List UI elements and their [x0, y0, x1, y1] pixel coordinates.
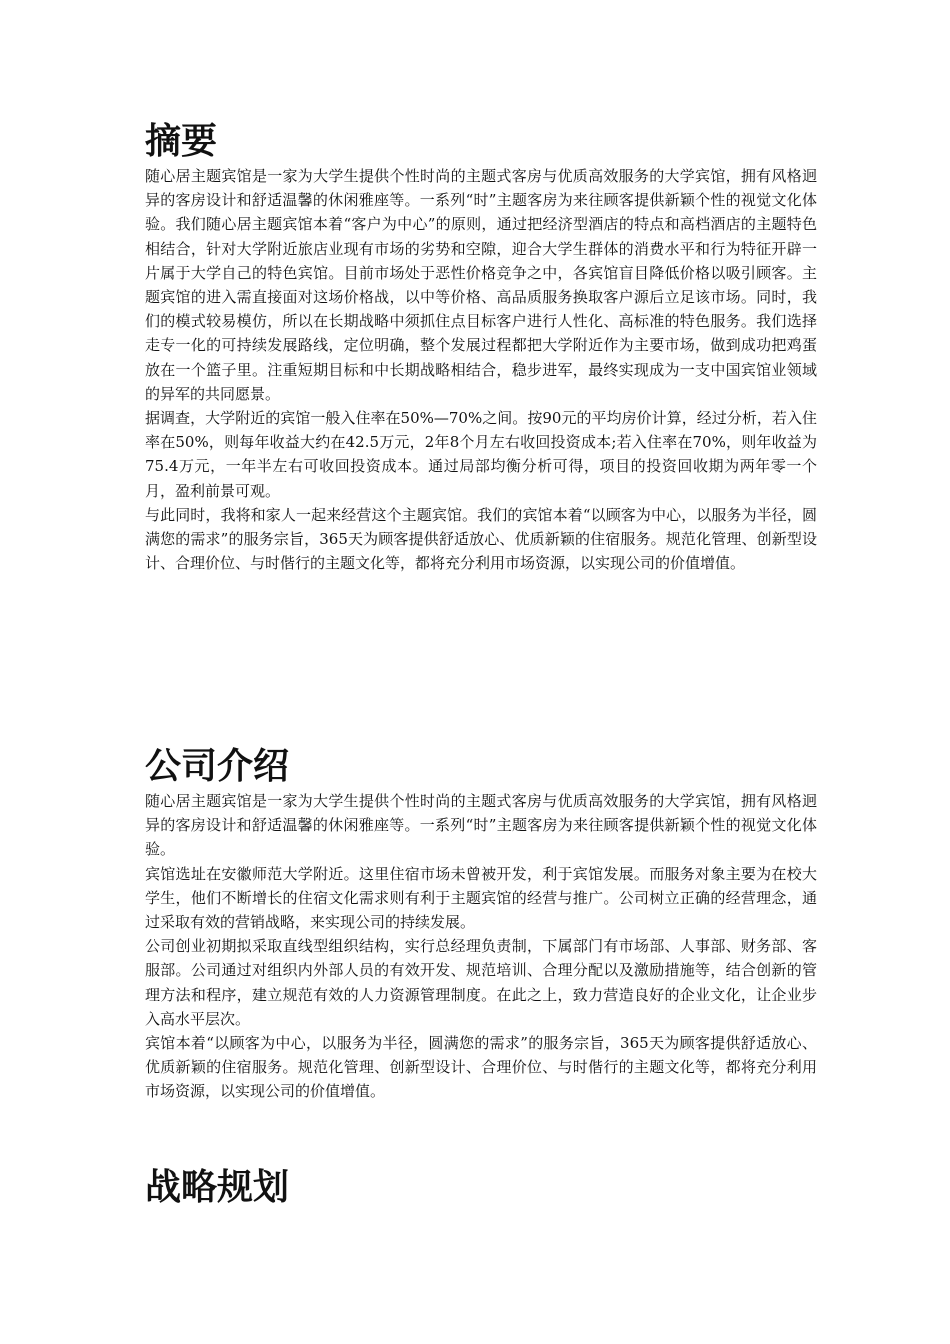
abstract-section: [145, 120, 817, 575]
strategy-heading: 战略规划: [145, 1167, 290, 1208]
company-paragraph: 随心居主题宾馆是一家为大学生提供个性时尚的主题式客房与优质高效服务的大学宾馆，拥有风格迥异的客房设计和舒适温馨的休闲雅座等。一系列“时”主题客房为来往顾客提供新颖个性的视觉文化体验。: [145, 792, 817, 859]
company-heading: 公司介绍: [145, 746, 290, 787]
abstract-paragraph: 随心居主题宾馆是一家为大学生提供个性时尚的主题式客房与优质高效服务的大学宾馆，拥有风格迥异的客房设计和舒适温馨的休闲雅座等。一系列“时”主题客房为来往顾客提供新颖个性的视觉文化体验。我们随心居主题宾馆本着“客户为中心”的原则，通过把经济型酒店的特点和高档酒店的主题特色相结合，针对大学附近旅店业现有市场的劣势和空隙，迎合大学生群体的消费水平和行为特征开辟一片属于大学自己的特色宾馆。目前市场处于恶性价格竞争之中，各宾馆盲目降低价格以吸引顾客。主题宾馆的进入需直接面对这场价格战，以中等价格、高品质服务换取客户源后立足该市场。同时，我们的模式较易模仿，所以在长期战略中须抓住点目标客户进行人性化、高标准的特色服务。我们选择走专一化的可持续发展路线，定位明确，整个发展过程都把大学附近作为主要市场，做到成功把鸡蛋放在一个篮子里。注重短期目标和中长期战略相结合，稳步进军，最终实现成为一支中国宾馆业领域的异军的共同愿景。: [145, 167, 817, 403]
abstract-heading: 摘要: [145, 121, 218, 162]
abstract-paragraph: 据调查，大学附近的宾馆一般入住率在50%—70%之间。按90元的平均房价计算，经过分析，若入住率在50%，则每年收益大约在42.5万元，2年8个月左右收回投资成本;若入住率在70%，则年收益为75.4万元，一年半左右可收回投资成本。通过局部均衡分析可得，项目的投资回收期为两年零一个月，盈利前景可观。: [145, 409, 817, 500]
abstract-paragraph: 与此同时，我将和家人一起来经营这个主题宾馆。我们的宾馆本着“以顾客为中心，以服务为半径，圆满您的需求”的服务宗旨，365天为顾客提供舒适放心、优质新颖的住宿服务。规范化管理、创新型设计、合理价位、与时偕行的主题文化等，都将充分利用市场资源，以实现公司的价值增值。: [145, 505, 817, 573]
company-paragraph: 公司创业初期拟采取直线型组织结构，实行总经理负责制，下属部门有市场部、人事部、财务部、客服部。公司通过对组织内外部人员的有效开发、规范培训、合理分配以及激励措施等，结合创新的管理方法和程序，建立规范有效的人力资源管理制度。在此之上，致力营造良好的企业文化，让企业步入高水平层次。: [145, 937, 817, 1028]
strategy-section: [145, 1166, 817, 1210]
company-section: [145, 745, 817, 1104]
company-paragraph: 宾馆选址在安徽师范大学附近。这里住宿市场未曾被开发，利于宾馆发展。而服务对象主要为在校大学生，他们不断增长的住宿文化需求则有利于主题宾馆的经营与推广。公司树立正确的经营理念，通过采取有效的营销战略，来实现公司的持续发展。: [145, 864, 817, 932]
company-paragraph: 宾馆本着“以顾客为中心，以服务为半径，圆满您的需求”的服务宗旨，365天为顾客提供舒适放心、优质新颖的住宿服务。规范化管理、创新型设计、合理价位、与时偕行的主题文化等，都将充分利用市场资源，以实现公司的价值增值。: [145, 1034, 817, 1101]
